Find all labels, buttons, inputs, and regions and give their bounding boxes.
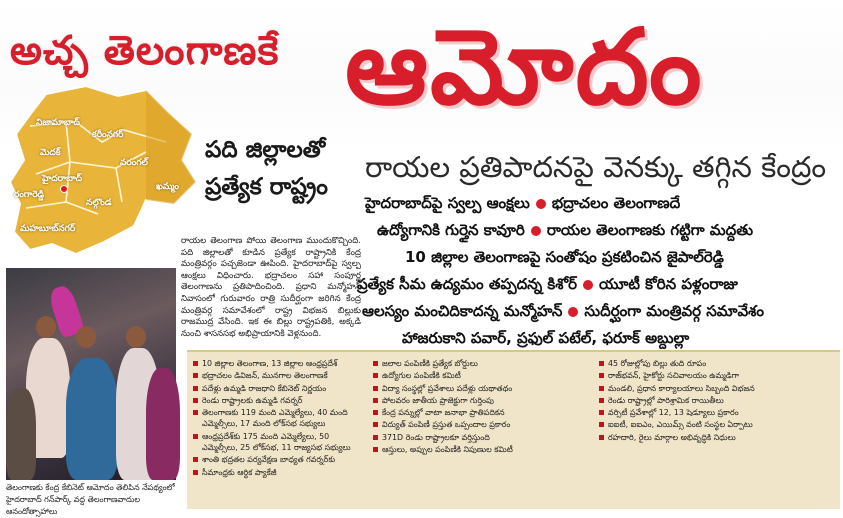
map-label-karimnagar: కరీంనగర్ [92,130,124,140]
panel-item: తెలంగాణకు 119 మంది ఎమ్మెల్యేలు, 40 మంది ఎమ్మెల్సీలు, 17 మంది లోక్‌సభ సభ్యులు [193,407,363,430]
panel-item: పదేళ్లు ఉమ్మడి రాజధాని కేబినెట్ నిర్ణయం [193,383,363,394]
panel-item: భద్రాచలం డివిజన్, మునగాల తెలంగాణకే [193,370,363,381]
bullet-line: హాజరుకాని పవార్, ప్రఫుల్ పటేల్, ఫరూక్ అబ్దుల్లా [402,329,690,347]
map-label-nizamabad: నిజామాబాద్ [36,118,80,128]
panel-item: పోలవరం జాతీయ ప్రాజెక్టుగా గుర్తింపు [373,395,588,406]
panel-item: మండలి, ప్రధాన కార్యాలయాలు సిబ్బంది విభజన [599,383,834,394]
bullet-line: ప్రత్యేక సీమ ఉద్యమం తప్పదన్న కిశోర్ యూటీ కోరిన పళ్లంరాజు [357,275,738,293]
decisions-panel [187,350,840,509]
bullet-dot-icon [531,226,541,236]
panel-item: ఆస్తులు, అప్పుల పంపిణీకి నిపుణుల కమిటీ [373,444,588,455]
celebration-photo [6,268,176,480]
pillar-line-1: పది జిల్లాలతో [205,137,326,163]
panel-item: రెండు రాష్ట్రాల్లో పారిశ్రామిక రాయితీలు [599,395,834,406]
telangana-map [6,82,206,257]
headline-main: ఆమోదం [345,6,704,128]
panel-item: రాజ్‌భవన్, హైకోర్టు సచివాలయం ఉమ్మడిగా [599,370,834,381]
panel-item: జలాల పంపిణీకి ప్రత్యేక బోర్డులు [373,358,588,369]
panel-item: 371D రెండు రాష్ట్రాలకూ వర్తిస్తుంది [373,432,588,443]
panel-column-1 [193,358,363,479]
story-paragraph: రాయల తెలంగాణ పోయి తెలంగాణ ముందుకొచ్చింది. పది జిల్లాలతో కూడిన ప్రత్యేక రాష్ట్రానికి కేంద్ర మంత్రివర్గం పచ్చజెండా ఊపింది. హైదరాబాద్‌పై స్వల్ప ఆంక్షలు విధించారు. భద్రాచలం సహా సంపూర్ణ తెలంగాణను ప్రతిపాదించింది. ప్రధాని మన్మోహన్ నివాసంలో గురువారం రాత్రి సుదీర్ఘంగా జరిగిన కేంద్ర మంత్రివర్గ సమావేశంలో రాష్ట్ర విభజన బిల్లుకు రాజముద్ర వేసింది. ఇక ఈ బిల్లు రాష్ట్రపతికి, అక్కడి నుంచి శాసనసభ అభిప్రాయానికి వెళ్లనుంది. [181,236,361,339]
pillar-heading [205,132,328,206]
map-label-rangareddy: రంగారెడ్డి [14,190,45,200]
map-label-medak: మెదక్ [40,148,61,158]
panel-item: విద్యా సంస్థల్లో ప్రవేశాలు పదేళ్లు యథాతథం [373,383,588,394]
panel-item: 10 జిల్లాల తెలంగాణ, 13 జిల్లాల ఆంధ్రప్రదేశ్ [193,358,363,369]
panel-item: 45 రోజుల్లోపు బిల్లు తుది రూపం [599,358,834,369]
bullet-line: 10 జిల్లాల తెలంగాణపై సంతోషం ప్రకటించిన జైపాల్‌రెడ్డి [405,248,724,266]
panel-item: విద్యుత్ పంపిణీ ప్రస్తుత ఒప్పందాల ప్రకారం [373,419,588,430]
photo-caption: తెలంగాణకు కేంద్ర కేబినెట్ ఆమోదం తెలిపిన నేపథ్యంలో హైదరాబాద్ గన్‌పార్క్ వద్ద తెలంగాణవాదుల ఆనందోత్సాహాలు [6,483,175,516]
panel-item: ఐఐటీ, ఐఐఎం, ఎయిమ్స్ వంటి సంస్థల ఏర్పాటు [599,419,834,430]
panel-item: ఆంధ్రప్రదేశ్‌కు 175 మంది ఎమ్మెల్యేలు, 50 ఎమ్మెల్సీలు, 25 లోక్‌సభ, 11 రాజ్యసభ సభ్యులు [193,431,363,454]
panel-item: వర్సిటీ ప్రవేశాల్లో 12, 13 షెడ్యూలు ప్రకారం [599,407,834,418]
map-label-mahabubnagar: మహబూబ్‌నగర్ [20,224,76,234]
panel-item: రెండు రాష్ట్రాలకు ఉమ్మడి గవర్నర్ [193,395,363,406]
panel-item: శాంతి భద్రతల పర్యవేక్షణ బాధ్యత గవర్నర్‌కు [193,454,363,465]
bullet-line: హైదరాబాద్‌పై స్వల్ప ఆంక్షలు భద్రాచలం తెలంగాణదే [365,194,681,212]
bullet-line: ఆలస్యం మంచిదికాదన్న మన్మోహన్ సుదీర్ఘంగా మంత్రివర్గ సమావేశం [362,302,764,320]
panel-item: రహదారి, రైలు మార్గాల అభివృద్ధికి నిధులు [599,432,834,443]
headline-left: అచ్చ తెలంగాణకే [10,28,280,74]
bullet-line: ఉద్యోగానికి గుర్తైన కావూరి రాయల తెలంగాణకు గట్టిగా మద్దతు [377,221,754,239]
map-label-hyderabad: హైదరాబాద్ [42,174,83,184]
bullet-dot-icon [568,307,578,317]
hyderabad-dot-icon [60,185,68,193]
map-label-nalgonda: నల్గొండ [86,198,112,208]
panel-column-2 [373,358,588,456]
pillar-line-2: ప్రత్యేక రాష్ట్రం [205,174,328,200]
bullet-dot-icon [536,199,546,209]
subheadline: రాయల ప్రతిపాదనపై వెనక్కు తగ్గిన కేంద్రం [365,150,827,184]
panel-item: సీమాంధ్రకు ఆర్థిక ప్యాకేజీ [193,467,363,478]
map-label-warangal: వరంగల్ [120,158,148,168]
map-label-khammam: ఖమ్మం [156,182,179,192]
panel-item: ఉద్యోగుల పంపిణీకి కమిటీ [373,370,588,381]
bullet-dot-icon [583,280,593,290]
panel-column-3 [599,358,834,444]
panel-item: కేంద్ర పన్నుల్లో వాటా జనాభా ప్రాతిపదికన [373,407,588,418]
